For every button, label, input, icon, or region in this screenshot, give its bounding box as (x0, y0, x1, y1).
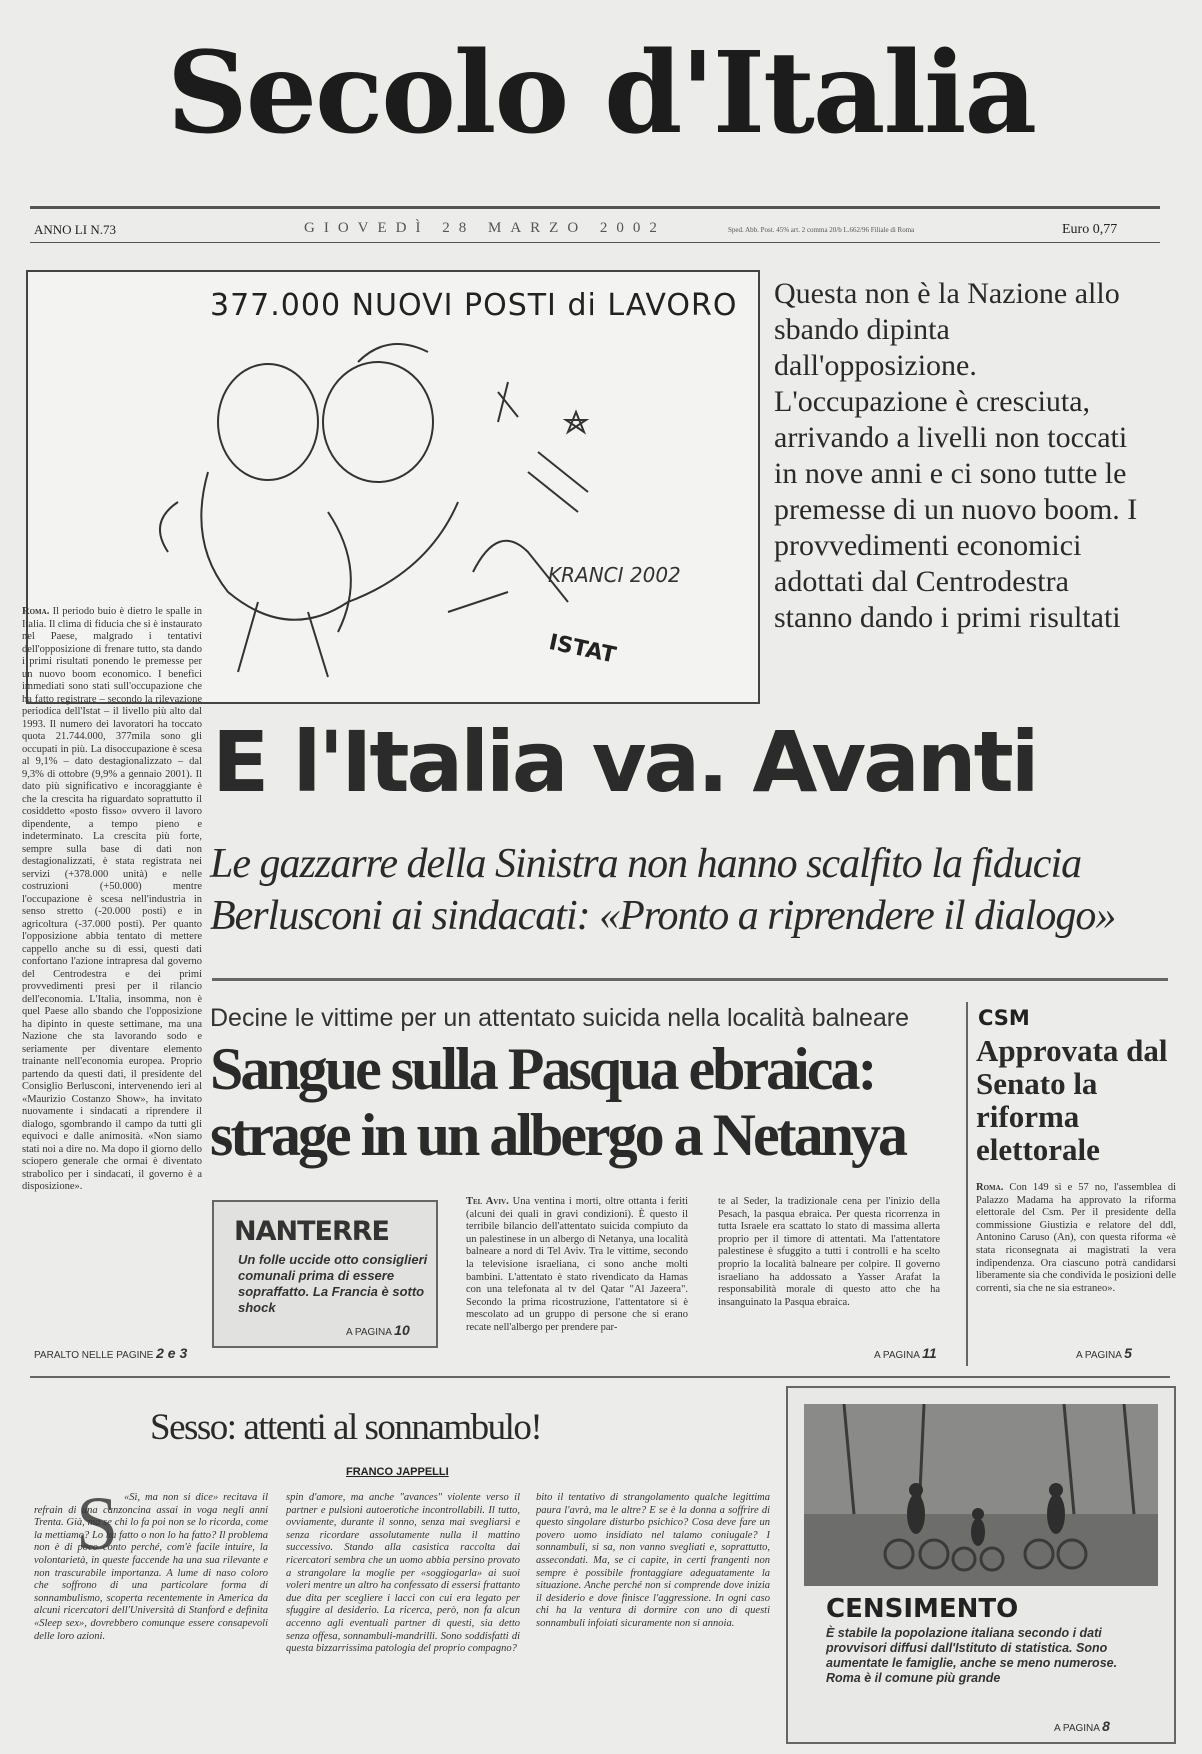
subheadline (210, 838, 1170, 942)
left-column-article (22, 606, 202, 1194)
page-ref-number: 10 (394, 1322, 410, 1338)
nanterre-title: NANTERRE (234, 1216, 389, 1247)
subheadline-line-1: Le gazzarre della Sinistra non hanno scalfito la fiducia (210, 841, 1082, 887)
csm-text: Con 149 sì e 57 no, l'assemblea di Palazzo Madama ha approvato la riforma elettorale del Csm. Per il presidente della commissione Giustizia e relatore del ddl, Antonino Caruso (An), con questa riforma «è stata riconsegnata ai magistrati la vera indipendenza. Ora ciascuno potrà candidarsi liberamente sia che condivida le posizioni delle correnti, sia che ne sia estraneo». (976, 1182, 1176, 1294)
nanterre-text: Un folle uccide otto consiglieri comunali prima di essere sopraffatto. La Francia è sotto shock (238, 1252, 428, 1315)
dateline-bar (34, 216, 1134, 244)
censimento-page-ref[interactable] (1054, 1718, 1110, 1734)
page-ref-number: 5 (1124, 1345, 1132, 1361)
postal-notice: Sped. Abb. Post. 45% art. 2 comma 20/b L.662/96 Filiale di Roma (728, 226, 915, 234)
dateline-rule (30, 242, 1160, 243)
page-ref-label: PARALTO NELLE PAGINE (34, 1350, 154, 1361)
netanya-headline-line-1: Sangue sulla Pasqua ebraica: (210, 1036, 875, 1102)
censimento-photo (804, 1404, 1158, 1586)
censimento-text: È stabile la popolazione italiana secondo i dati provvisori diffusi dall'Istituto di statistica. Sono aumentate le famiglie, anche se meno numerose. Roma è il comune più grande (826, 1626, 1118, 1685)
masthead-title: Secolo d'Italia (166, 28, 1036, 159)
editorial-quote: Questa non è la Nazione allo sbando dipinta dall'opposizione. L'occupazione è cresciuta, arrivando a livelli non toccati in nove anni e ci sono tutte le premesse di un nuovo boom. I provvedimenti economici adottati dal Centrodestra stanno dando i primi risultati (774, 277, 1138, 634)
main-headline: E l'Italia va. Avanti (212, 713, 1037, 811)
left-column-text: Il periodo buio è dietro le spalle in Italia. Il clima di fiducia che si è instaurato nel Paese, malgrado i tentativi dell'opposizione di frenare tutto, sta dando i primi risultati ponendo le premesse per un nuovo boom economico. I benefici immediati sono stati sull'occupazione che ha fatto registrare – secondo la rilevazione periodica dell'Istat – il livello più alto dal 1993. Il numero dei lavoratori ha toccato quota 21.744.000, 377mila sono gli occupati in più. La disoccupazione è scesa al 9,1% – dato destagionalizzato – dal 9,3% di ottobre (9,9% a gennaio 2001). Il dato più significativo e incoraggiante è che la crescita ha riguardato soprattutto il cosiddetto «posto fisso» ovvero il lavoro dipendente, a tempo pieno e indeterminato. La crescita più forte, sempre sulla base di dati non destagionalizzati, è stata registrata nei servizi (+378.000 unità) e nelle costruzioni (+50.000) mentre l'occupazione è scesa nell'industria in senso stretto (-20.000 posti) e in agricoltura (-37.000 posti). Per quanto l'opposizione abbia tentato di mettere cappello anche su di essi, questi dati confortano l'azione intrapresa dal governo del Centrodestra e dei primi provvedimenti presi per il rilancio dell'economia. L'Italia, insomma, non è quel Paese allo sbando che l'opposizione ha dipinto in queste settimane, ma una Nazione che sta lavorando sodo e seriamente per diventare elemento trainante nell'economia europea. Proprio partendo da questi dati, il presidente del Consiglio Berlusconi, intervenendo ieri al «Maurizio Costanzo Show», ha invitato nuovamente i sindacati a riprendere il dialogo, sgombrando il campo da tutti gli equivoci e dalle animosità. «Non siamo stati noi a dire no. Ma dopo il giorno dello sciopero generale che ormai è diventato strabolico per i sindacati, il governo è a disposizione». (22, 606, 202, 1192)
left-column-dateline: Roma. (22, 606, 50, 617)
page-ref-number: 11 (922, 1345, 937, 1361)
page-ref-number: 2 e 3 (156, 1345, 188, 1361)
lower-section-rule (30, 1376, 1170, 1378)
netanya-page-ref[interactable] (874, 1345, 937, 1361)
csm-page-ref[interactable] (1076, 1345, 1132, 1361)
netanya-dateline: Tel Aviv. (466, 1196, 509, 1207)
sesso-column-2: spin d'amore, ma anche "avances" violente verso il partner e pulsioni autoerotiche incontrollabili. Il tutto, ovviamente, durante il sonno, senza mai svegliarsi e senza ricordare assolutamente nulla il mattino successivo. Stando alla casistica raccolta dai ricercatori sembra che un uomo abbia persino provato a strangolare la moglie per «soggiogarla» ai suoi voleri mentre un altro ha confessato di essersi frattanto due dita per scegliere i lacci con cui era legato per sfuggire al desiderio. La ricerca, però, non fa alcun accenno agli eventuali partner di questi, sia detto senza offesa, sonnambuli-mandrilli. Sono soddisfatti di questa bizzarrissima patologia del proprio compagno? (286, 1492, 520, 1655)
csm-headline: Approvata dal Senato la riforma elettorale (976, 1033, 1168, 1167)
issue-date: GIOVEDÌ 28 MARZO 2002 (304, 220, 666, 236)
censimento-title: CENSIMENTO (826, 1594, 1019, 1624)
left-column-page-ref[interactable] (34, 1345, 187, 1361)
issue-number: ANNO LI N.73 (34, 222, 116, 237)
page-ref-label: A PAGINA (346, 1327, 392, 1338)
cyclists-photo (804, 1404, 1158, 1586)
cartoon-signature: KRANCI 2002 (548, 563, 681, 587)
netanya-column-2: te al Seder, la tradizionale cena per l'inizio della Pesach, la pasqua ebraica. Per questa ricorrenza in tutta Israele era scattato lo stato di massima allerta proprio per il timore di attentati. Ma l'attentatore palestinese è sfuggito a tutti i controlli e ha scelto proprio la località balneare per colpire. Il governo israeliano ha addossato a Yasser Arafat la responsabilità morale di questo atto che ha insanguinato la Pasqua ebraica. (718, 1196, 940, 1308)
netanya-kicker: Decine le vittime per un attentato suicida nella località balneare (210, 1004, 910, 1032)
cartoon-istat-label: ISTAT (546, 629, 618, 669)
nanterre-page-ref[interactable] (346, 1322, 410, 1338)
netanya-headline (210, 1036, 970, 1168)
csm-tag: CSM (978, 1006, 1030, 1030)
cartoon-caption: 377.000 NUOVI POSTI di LAVORO (210, 288, 738, 323)
section-rule (212, 978, 1168, 981)
sesso-dropcap: S (76, 1482, 119, 1566)
page-ref-label: A PAGINA (874, 1350, 920, 1361)
page-ref-label: A PAGINA (1076, 1350, 1122, 1361)
page-ref-number: 8 (1102, 1718, 1110, 1734)
sesso-byline: FRANCO JAPPELLI (346, 1466, 449, 1478)
masthead-rule (30, 206, 1160, 209)
sesso-headline: Sesso: attenti al sonnambulo! (150, 1407, 542, 1448)
netanya-column-1 (466, 1196, 688, 1335)
subheadline-line-2: Berlusconi ai sindacati: «Pronto a riprendere il dialogo» (210, 893, 1116, 939)
csm-article (976, 1182, 1176, 1295)
netanya-headline-line-2: strage in un albergo a Netanya (210, 1102, 905, 1168)
netanya-column-1-text: Una ventina i morti, oltre ottanta i feriti (alcuni dei quali in gravi condizioni). È questo il terribile bilancio dell'attentato suicida compiuto da un palestinese in un albergo di Netanya, una località balneare a nord di Tel Aviv. Tra le vittime, secondo la televisione israeliana, ci sono anche molti bambini. L'attentato è stato rivendicato da Hamas con una telefonata al tv del Qatar "Al Jazeera". Secondo la prima ricostruzione, l'attentatore si è mescolato ad un gruppo di persone che si erano recate nell'albergo per prendere par- (466, 1196, 688, 1333)
sesso-column-1: «Sì, ma non si dice» recitava il refrain di una canzoncina assai in voga negli anni Trenta. Già, ma se chi lo fa poi non se lo ricorda, come la mettiamo? Lo ha fatto o non lo ha fatto? Il problema non è di poco conto perché, com'è facile intuire, la volontarietà, in queste faccende ha una sua rilevante e non trascurabile importanza. A lume di naso coloro che soffrono di una particolare forma di sonnambulismo, scoperta recentemente in America da alcuni ricercatori dell'Università di Stanford e definita «Sleep sex», dovrebbero comunque essere consapevoli delle loro azioni. (34, 1492, 268, 1642)
csm-divider (966, 1002, 968, 1366)
price: Euro 0,77 (1062, 222, 1118, 237)
page-ref-label: A PAGINA (1054, 1723, 1100, 1734)
sesso-column-3: bito il tentativo di strangolamento qualche legittima paura l'avrà, ma le altre? E se è la donna a soffrire di questo singolare disturbo psichico? Cosa deve fare un povero uomo insidiato nel talamo coniugale? I sonnambuli, si sa, non vanno svegliati e, soprattutto, assecondati. Ma, se ci capite, in certi frangenti non sempre è possibile frontaggiare adeguatamente la situazione. Anche perché non si comprende dove inizia il desiderio e dove finisce l'aggressione. In ogni caso chi ha la ventura di dormire con uno di questi sonnambuli infoiati sicuramente non si annoia. (536, 1492, 770, 1629)
csm-dateline: Roma. (976, 1182, 1004, 1193)
